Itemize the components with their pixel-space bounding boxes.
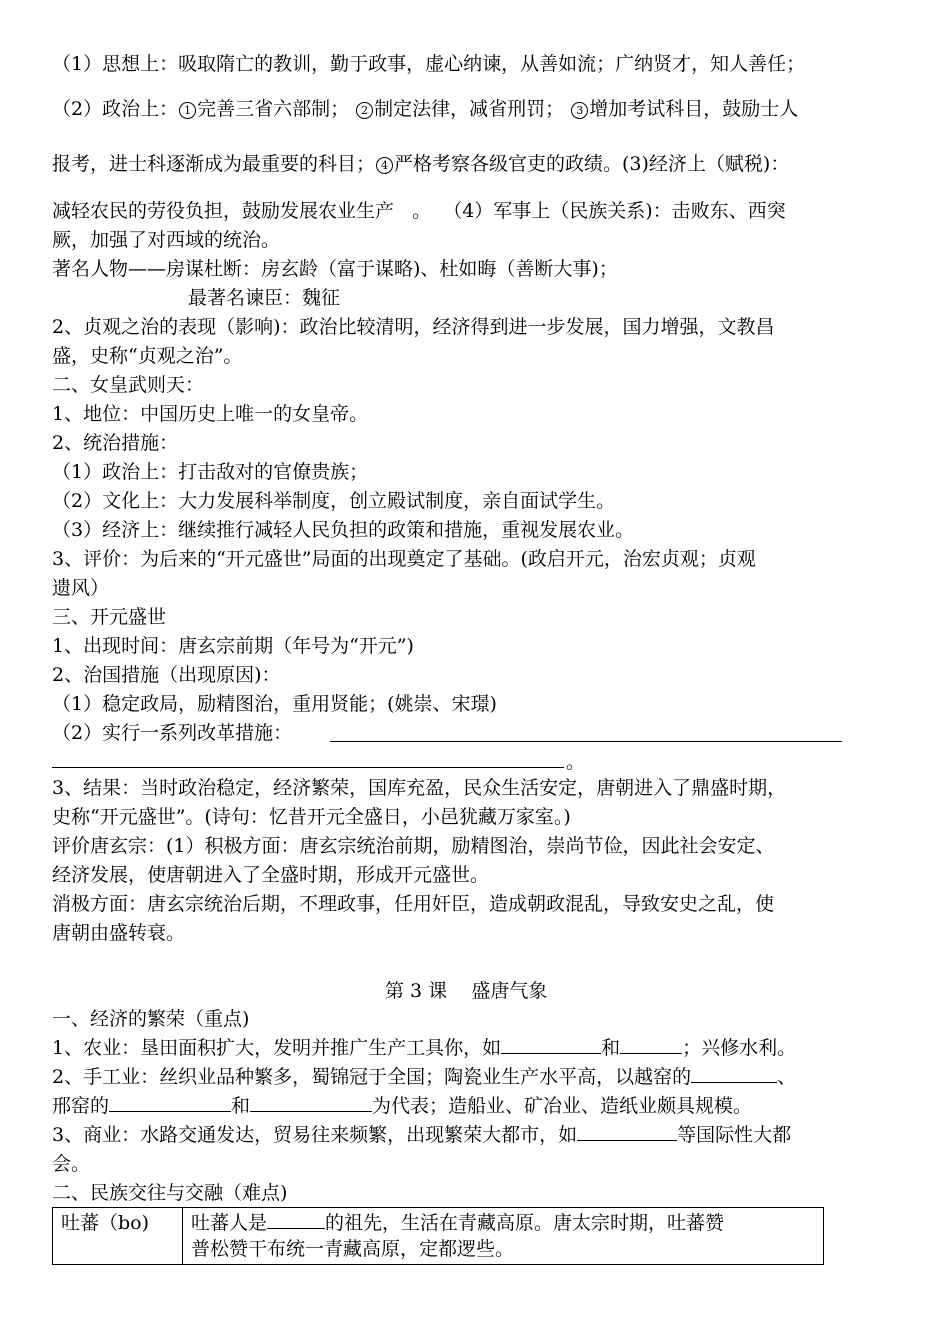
section-heading: 一、经济的繁荣（重点) (52, 1008, 250, 1030)
text-line: （2）实行一系列改革措施： (52, 722, 293, 744)
text-line: 厥，加强了对西域的统治。 (52, 229, 281, 251)
text-line: 2、治国措施（出现原因)： (52, 664, 281, 686)
text-line: 2、统治措施： (52, 432, 179, 454)
text-line: 评价唐玄宗：(1）积极方面：唐玄宗统治前期，励精图治，崇尚节俭，因此社会安定、 (52, 835, 775, 857)
fill-in-blank (620, 1035, 682, 1054)
text-line: 3、评价：为后来的“开元盛世”局面的出现奠定了基础。(政启开元，治宏贞观；贞观 (52, 548, 756, 570)
fill-in-blank (267, 1210, 325, 1229)
text-line: 减轻农民的劳役负担，鼓励发展农业生产 。 （4）军事上（民族关系)：击败东、西突 (52, 200, 786, 222)
fill-in-blank (691, 1064, 777, 1083)
text-line: 著名人物——房谋杜断：房玄龄（富于谋略)、杜如晦（善断大事)； (52, 258, 618, 280)
text-line: 2、贞观之治的表现（影响)：政治比较清明，经济得到进一步发展，国力增强，文教昌 (52, 316, 775, 338)
text-line: 盛，史称“贞观之治”。 (52, 345, 243, 367)
text-line: 经济发展，使唐朝进入了全盛时期，形成开元盛世。 (52, 864, 490, 886)
text-line: 1、地位：中国历史上唯一的女皇帝。 (52, 403, 369, 425)
circled-number-4-icon: 4 (376, 157, 393, 174)
text-line: 唐朝由盛转衰。 (52, 922, 186, 944)
text-line: （2）文化上：大力发展科举制度，创立殿试制度，亲自面试学生。 (52, 490, 616, 512)
text-line: 史称“开元盛世”。(诗句：忆昔开元全盛日，小邑犹藏万家室。) (52, 806, 571, 828)
text-line: （1）政治上：打击敌对的官僚贵族； (52, 461, 369, 483)
text-line: 会。 (52, 1153, 91, 1175)
text-line: 邢窑的 和 为代表；造船业、矿冶业、造纸业颇具规模。 (52, 1095, 753, 1117)
fill-in-blank (501, 1035, 601, 1054)
text-line: 3、商业：水路交通发达，贸易往来频繁，出现繁荣大都市，如 等国际性大都 (52, 1124, 792, 1146)
text-line: 2、手工业：丝织业品种繁多，蜀锦冠于全国；陶瓷业生产水平高，以越窑的 、 (52, 1066, 797, 1088)
section-heading: 二、女皇武则天： (52, 374, 205, 396)
text-line: （1）稳定政局，励精图治，重用贤能；(姚崇、宋璟) (52, 693, 497, 715)
text-line: （2）政治上： 1 完善三省六部制； 2 制定法律，减省刑罚； 3 增加考试科目，鼓励士人 (52, 98, 799, 120)
circled-number-2-icon: 2 (356, 102, 373, 119)
text-line: 消极方面：唐玄宗统治后期，不理政事，任用奸臣，造成朝政混乱，导致安史之乱，使 (52, 893, 775, 915)
section-heading: 三、开元盛世 (52, 606, 167, 628)
fill-in-blank (330, 741, 842, 742)
circled-number-3-icon: 3 (571, 102, 588, 119)
lesson-title: 第 3 课 盛唐气象 (385, 980, 548, 1002)
fill-in-blank (250, 1093, 372, 1112)
text-line: 报考，进士科逐渐成为最重要的科目； 4 严格考察各级官吏的政绩。(3)经济上（赋税)： (52, 153, 790, 175)
fill-in-blank (577, 1122, 677, 1141)
text-line: （1）思想上：吸取隋亡的教训，勤于政事，虚心纳谏，从善如流；广纳贤才，知人善任； (52, 53, 806, 75)
text-line: 3、结果：当时政治稳定，经济繁荣，国库充盈，民众生活安定，唐朝进入了鼎盛时期， (52, 777, 787, 799)
table-cell-description: 吐蕃人是 的祖先，生活在青藏高原。唐太宗时期，吐蕃赞 普松赞干布统一青藏高原，定都逻些。 (183, 1208, 824, 1265)
fill-in-blank (109, 1093, 231, 1112)
fill-in-blank (52, 767, 564, 768)
table-row (53, 1208, 824, 1265)
circled-number-1-icon: 1 (179, 102, 196, 119)
text-line: 1、出现时间：唐玄宗前期（年号为“开元”) (52, 635, 414, 657)
section-heading: 二、民族交往与交融（难点) (52, 1182, 288, 1204)
text-line: （3）经济上：继续推行减轻人民负担的政策和措施，重视发展农业。 (52, 519, 635, 541)
text-line: 1、农业：垦田面积扩大，发明并推广生产工具你，如 和 ；兴修水利。 (52, 1037, 797, 1059)
text-line: 最著名谏臣：魏征 (188, 287, 341, 309)
text-line: 。 (566, 751, 586, 773)
table-cell-ethnic-group: 吐蕃（bo) (53, 1208, 183, 1265)
text-line: 遗风） (52, 577, 110, 599)
ethnic-relations-table (52, 1207, 824, 1265)
